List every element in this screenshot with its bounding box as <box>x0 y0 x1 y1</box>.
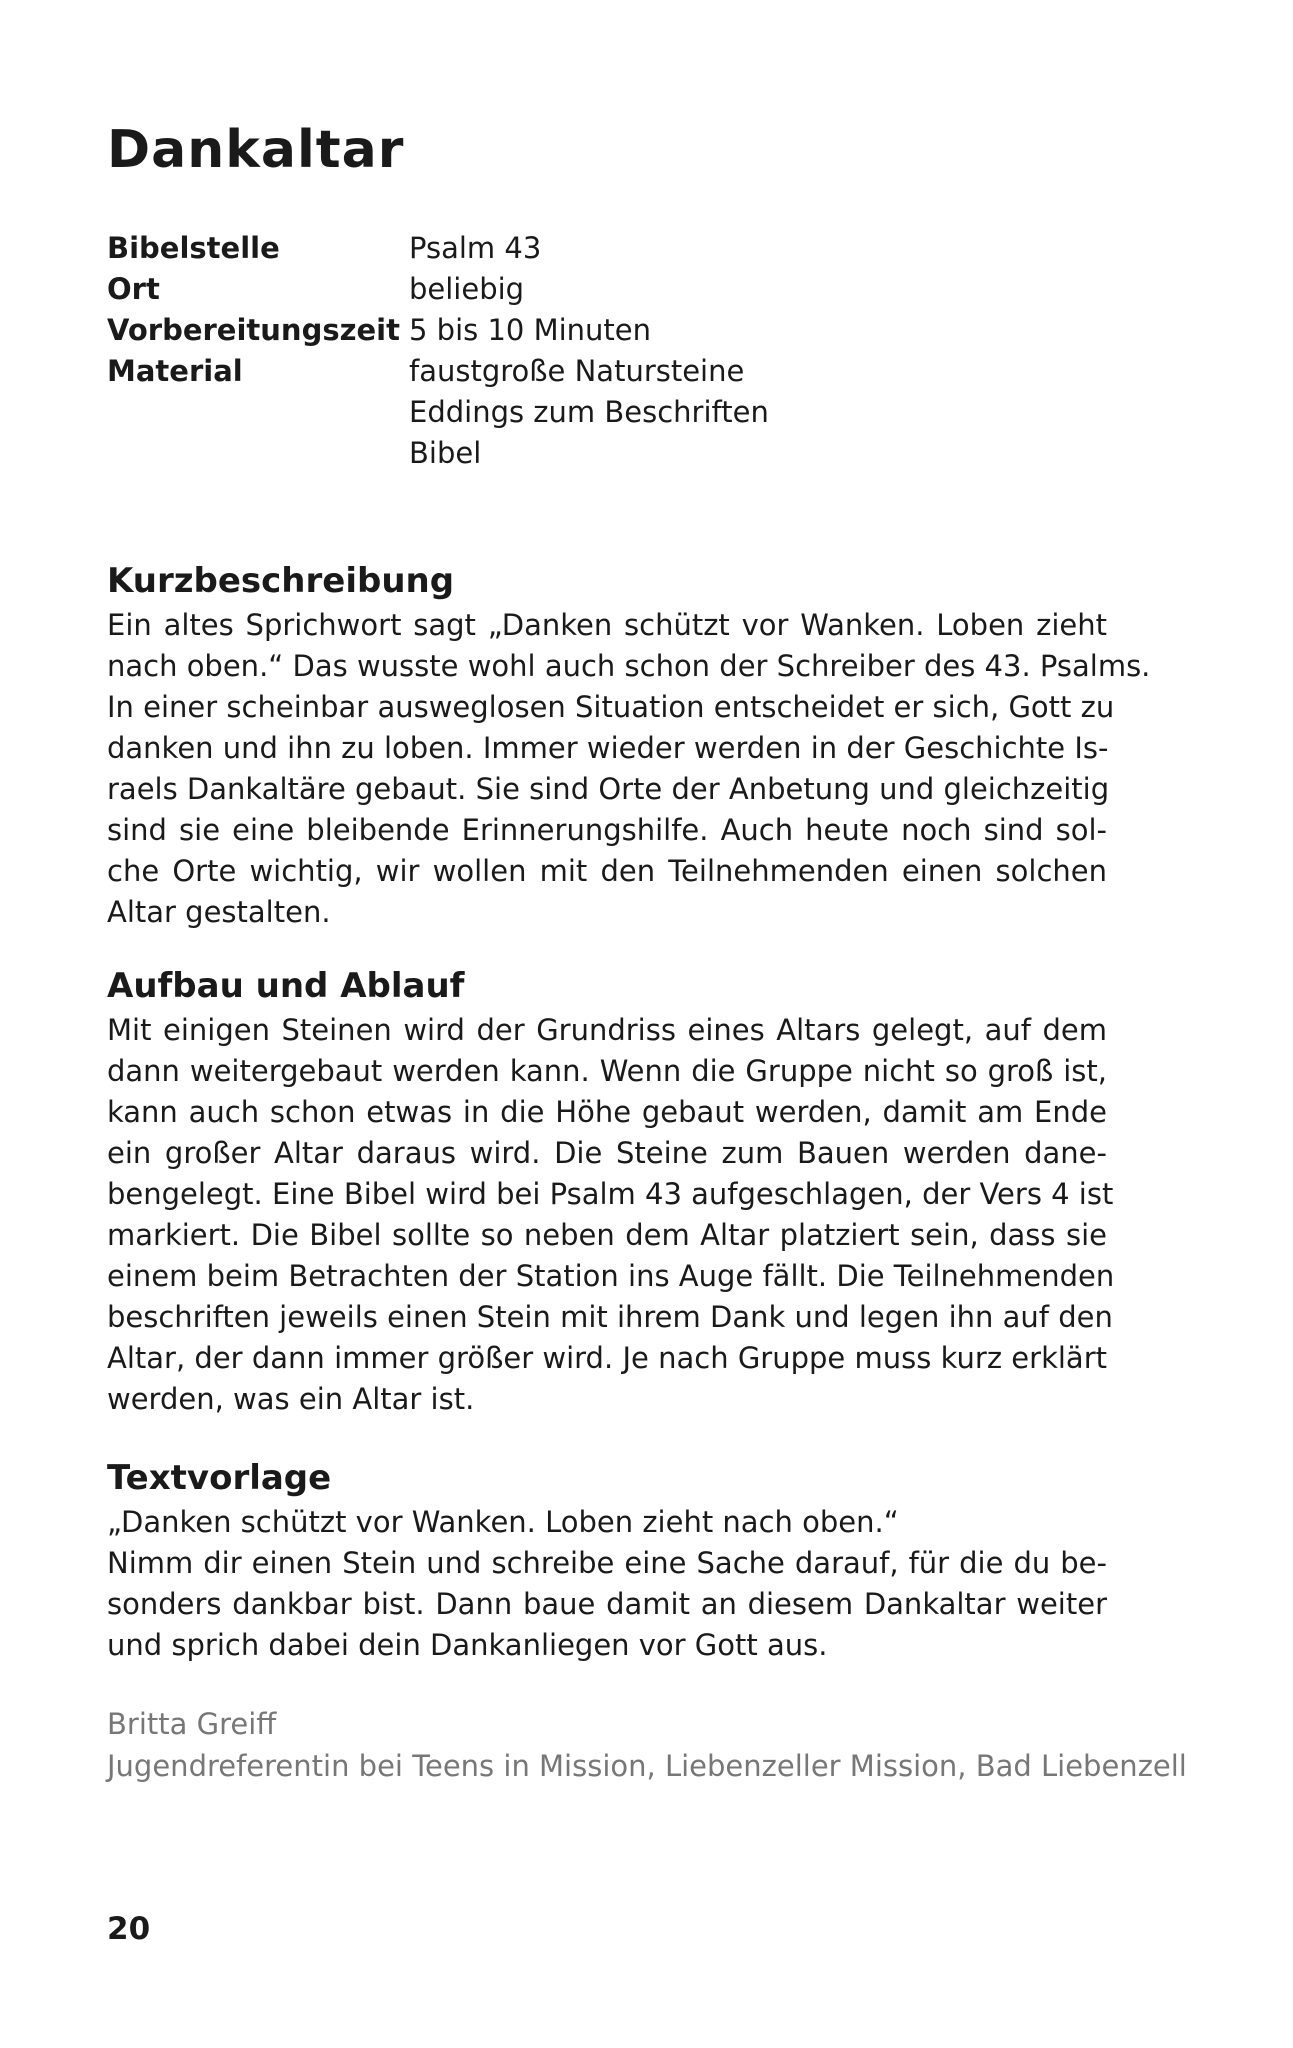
section-heading: Aufbau und Ablauf <box>107 966 465 1006</box>
meta-value: Eddings zum Beschriften <box>409 395 769 429</box>
page-number: 20 <box>107 1911 151 1947</box>
meta-row-material <box>107 351 769 474</box>
meta-value: 5 bis 10 Minuten <box>409 313 652 347</box>
meta-label: Vorbereitungszeit <box>107 313 400 347</box>
body-line: ein großer Altar daraus wird. Die Steine zum Bauen werden dane- <box>107 1136 1107 1170</box>
meta-label: Bibelstelle <box>107 231 280 265</box>
section-aufbau-und-ablauf <box>107 965 1115 1420</box>
meta-label: Material <box>107 354 243 388</box>
meta-row-bibelstelle <box>107 228 769 269</box>
body-line: „Danken schützt vor Wanken. Loben zieht nach oben.“ <box>107 1505 899 1539</box>
body-line: In einer scheinbar ausweglosen Situation entscheidet er sich, Gott zu <box>107 690 1115 724</box>
meta-values <box>409 310 651 351</box>
meta-value: Psalm 43 <box>409 231 542 265</box>
meta-values <box>409 269 524 310</box>
body-line: Nimm dir einen Stein und schreibe eine Sache darauf, für die du be- <box>107 1546 1107 1580</box>
body-line: sonders dankbar bist. Dann baue damit an diesem Dankaltar weiter <box>107 1587 1107 1621</box>
body-line: raels Dankaltäre gebaut. Sie sind Orte der Anbetung und gleichzeitig <box>107 772 1110 806</box>
body-line: beschriften jeweils einen Stein mit ihrem Dank und legen ihn auf den <box>107 1300 1113 1334</box>
body-line: kann auch schon etwas in die Höhe gebaut werden, damit am Ende <box>107 1095 1107 1129</box>
body-line: nach oben.“ Das wusste wohl auch schon der Schreiber des 43. Psalms. <box>107 649 1151 683</box>
body-line: bengelegt. Eine Bibel wird bei Psalm 43 aufgeschlagen, der Vers 4 ist <box>107 1177 1114 1211</box>
body-line: Mit einigen Steinen wird der Grundriss eines Altars gelegt, auf dem <box>107 1013 1107 1047</box>
meta-row-ort <box>107 269 769 310</box>
body-line: markiert. Die Bibel sollte so neben dem Altar platziert sein, dass sie <box>107 1218 1107 1252</box>
body-line: werden, was ein Altar ist. <box>107 1382 475 1416</box>
meta-values <box>409 228 541 269</box>
meta-value: Bibel <box>409 436 482 470</box>
body-line: und sprich dabei dein Dankanliegen vor Gott aus. <box>107 1628 828 1662</box>
body-line: che Orte wichtig, wir wollen mit den Teilnehmenden einen solchen <box>107 854 1107 888</box>
body-line: Ein altes Sprichwort sagt „Danken schützt vor Wanken. Loben zieht <box>107 608 1107 642</box>
author-role: Jugendreferentin bei Teens in Mission, Liebenzeller Mission, Bad Liebenzell <box>107 1749 1187 1783</box>
section-kurzbeschreibung <box>107 560 1151 933</box>
section-textvorlage <box>107 1457 1107 1666</box>
meta-values <box>409 351 769 474</box>
meta-value: faustgroße Natursteine <box>409 354 745 388</box>
meta-table <box>107 228 769 474</box>
body-line: Altar gestalten. <box>107 895 331 929</box>
author-name: Britta Greiff <box>107 1707 277 1741</box>
body-line: Altar, der dann immer größer wird. Je nach Gruppe muss kurz erklärt <box>107 1341 1107 1375</box>
meta-label: Ort <box>107 272 160 306</box>
body-line: dann weitergebaut werden kann. Wenn die Gruppe nicht so groß ist, <box>107 1054 1107 1088</box>
body-line: sind sie eine bleibende Erinnerungshilfe. Auch heute noch sind sol- <box>107 813 1107 847</box>
body-line: einem beim Betrachten der Station ins Auge fällt. Die Teilnehmenden <box>107 1259 1115 1293</box>
section-heading: Textvorlage <box>107 1458 332 1498</box>
page-title: Dankaltar <box>107 120 405 180</box>
meta-value: beliebig <box>409 272 525 306</box>
section-heading: Kurzbeschreibung <box>107 561 455 601</box>
meta-row-vorbereitungszeit <box>107 310 769 351</box>
body-line: danken und ihn zu loben. Immer wieder werden in der Geschichte Is- <box>107 731 1109 765</box>
author-block <box>107 1703 1187 1787</box>
